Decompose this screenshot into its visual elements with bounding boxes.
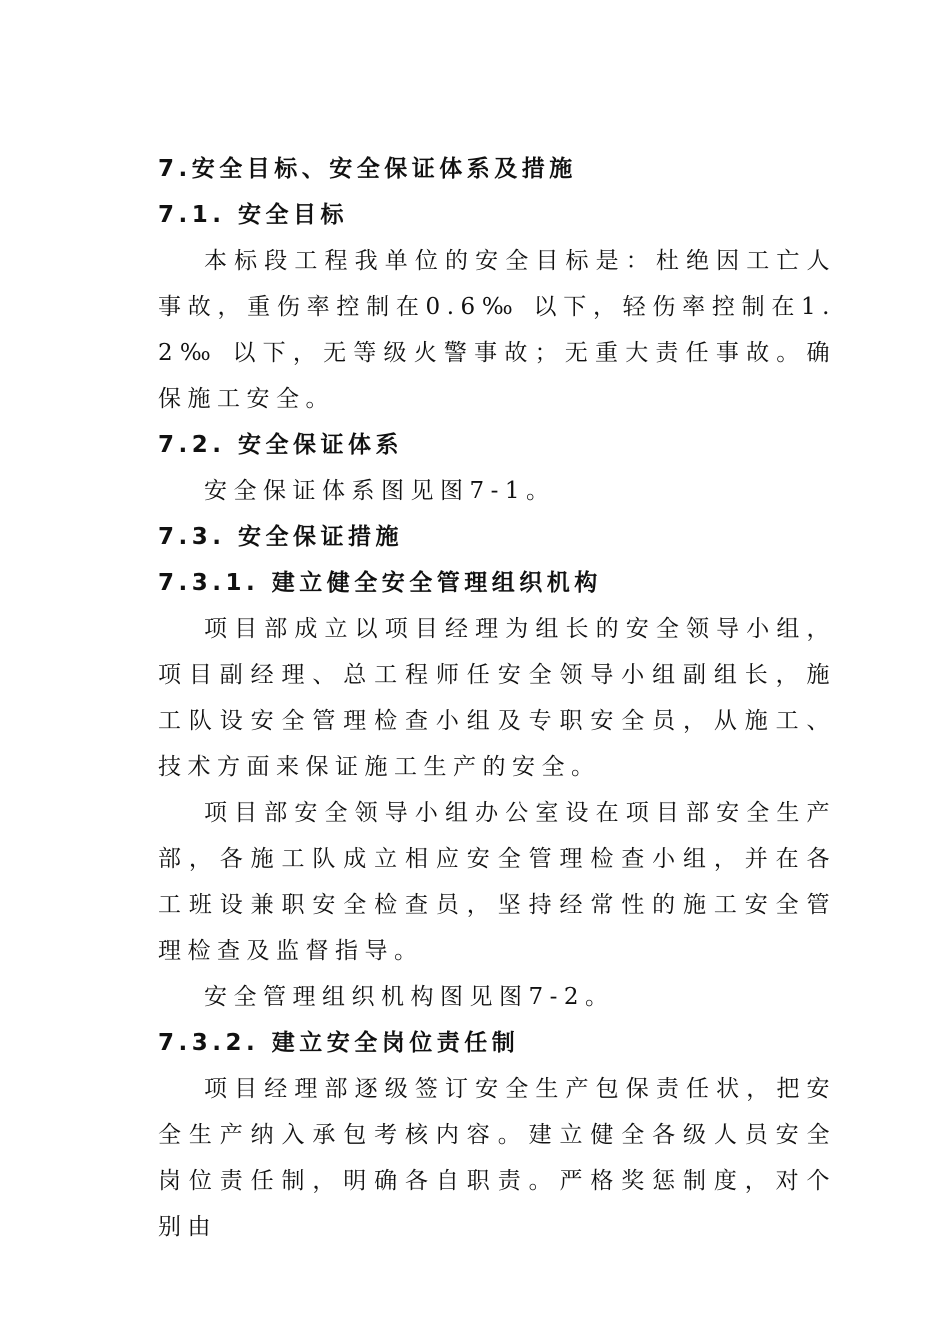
- section-heading-7-1: 7.1. 安全目标: [158, 202, 348, 228]
- paragraph-safety-organization: 项目部成立以项目经理为组长的安全领导小组，项目副经理、总工程师任安全领导小组副组长，施工队设安全管理检查小组及专职安全员，从施工、技术方面来保证施工生产的安全。: [158, 616, 836, 780]
- section-heading-7-2: 7.2. 安全保证体系: [158, 432, 403, 458]
- section-heading-7-3: 7.3. 安全保证措施: [158, 524, 403, 550]
- paragraph-org-chart-reference: 安全管理组织机构图见图7-2。: [204, 984, 615, 1010]
- paragraph-safety-goal: 本标段工程我单位的安全目标是：杜绝因工亡人事故，重伤率控制在0.6‰ 以下，轻伤率控制在1.2‰ 以下，无等级火警事故；无重大责任事故。确保施工安全。: [158, 248, 836, 412]
- document-page: [158, 146, 836, 1250]
- paragraph-safety-system: 安全保证体系图见图7-1。: [204, 478, 556, 504]
- section-heading-7-3-1: 7.3.1. 建立健全安全管理组织机构: [158, 570, 602, 596]
- paragraph-safety-office: 项目部安全领导小组办公室设在项目部安全生产部，各施工队成立相应安全管理检查小组，并在各工班设兼职安全检查员，坚持经常性的施工安全管理检查及监督指导。: [158, 800, 836, 964]
- paragraph-responsibility-system: 项目经理部逐级签订安全生产包保责任状，把安全生产纳入承包考核内容。建立健全各级人员安全岗位责任制，明确各自职责。严格奖惩制度，对个别由: [158, 1076, 836, 1240]
- section-heading-7-3-2: 7.3.2. 建立安全岗位责任制: [158, 1030, 520, 1056]
- section-heading-7: 7.安全目标、安全保证体系及措施: [158, 156, 577, 182]
